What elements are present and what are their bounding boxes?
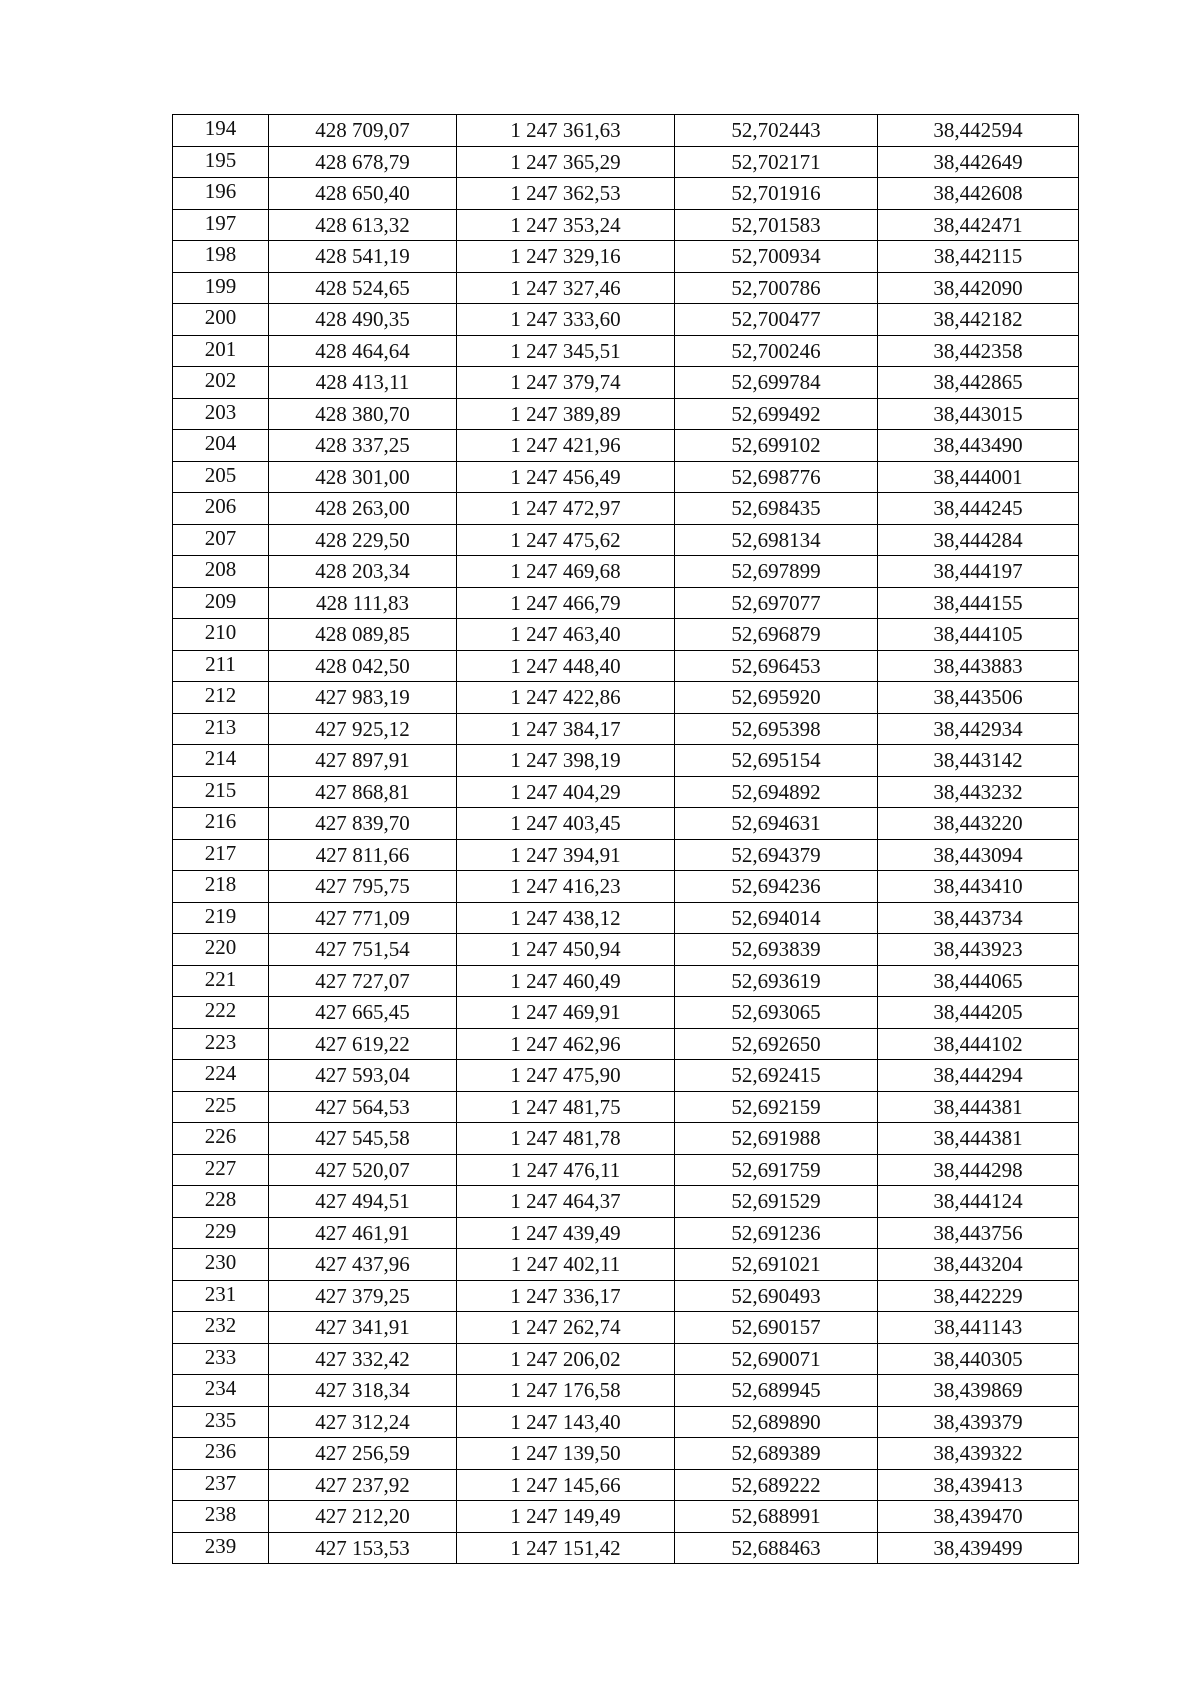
longitude-cell: 38,442358 (878, 335, 1079, 367)
table-row (173, 650, 1079, 682)
y-coordinate-cell: 1 247 462,96 (457, 1028, 675, 1060)
latitude-cell: 52,692650 (675, 1028, 878, 1060)
table-row (173, 146, 1079, 178)
point-number-cell: 228 (173, 1186, 269, 1218)
x-coordinate-cell: 427 212,20 (269, 1501, 457, 1533)
longitude-cell: 38,444205 (878, 997, 1079, 1029)
x-coordinate-cell: 428 337,25 (269, 430, 457, 462)
longitude-cell: 38,442649 (878, 146, 1079, 178)
table-row (173, 304, 1079, 336)
x-coordinate-cell: 428 613,32 (269, 209, 457, 241)
y-coordinate-cell: 1 247 463,40 (457, 619, 675, 651)
longitude-cell: 38,444065 (878, 965, 1079, 997)
point-number-cell: 227 (173, 1154, 269, 1186)
latitude-cell: 52,689222 (675, 1469, 878, 1501)
table-row (173, 1312, 1079, 1344)
x-coordinate-cell: 427 839,70 (269, 808, 457, 840)
table-row (173, 1060, 1079, 1092)
x-coordinate-cell: 427 256,59 (269, 1438, 457, 1470)
table-row (173, 619, 1079, 651)
table-row (173, 713, 1079, 745)
point-number-cell: 199 (173, 272, 269, 304)
x-coordinate-cell: 428 229,50 (269, 524, 457, 556)
latitude-cell: 52,689890 (675, 1406, 878, 1438)
latitude-cell: 52,701916 (675, 178, 878, 210)
latitude-cell: 52,688463 (675, 1532, 878, 1564)
x-coordinate-cell: 427 593,04 (269, 1060, 457, 1092)
table-row (173, 430, 1079, 462)
y-coordinate-cell: 1 247 327,46 (457, 272, 675, 304)
x-coordinate-cell: 428 203,34 (269, 556, 457, 588)
latitude-cell: 52,690157 (675, 1312, 878, 1344)
point-number-cell: 207 (173, 524, 269, 556)
table-row (173, 871, 1079, 903)
y-coordinate-cell: 1 247 438,12 (457, 902, 675, 934)
x-coordinate-cell: 427 332,42 (269, 1343, 457, 1375)
table-row (173, 745, 1079, 777)
table-row (173, 178, 1079, 210)
table-row (173, 1343, 1079, 1375)
y-coordinate-cell: 1 247 176,58 (457, 1375, 675, 1407)
x-coordinate-cell: 427 727,07 (269, 965, 457, 997)
longitude-cell: 38,443142 (878, 745, 1079, 777)
longitude-cell: 38,443410 (878, 871, 1079, 903)
table-row (173, 1501, 1079, 1533)
longitude-cell: 38,444245 (878, 493, 1079, 525)
point-number-cell: 231 (173, 1280, 269, 1312)
latitude-cell: 52,695920 (675, 682, 878, 714)
y-coordinate-cell: 1 247 448,40 (457, 650, 675, 682)
point-number-cell: 226 (173, 1123, 269, 1155)
x-coordinate-cell: 427 751,54 (269, 934, 457, 966)
point-number-cell: 238 (173, 1501, 269, 1533)
x-coordinate-cell: 427 545,58 (269, 1123, 457, 1155)
longitude-cell: 38,444124 (878, 1186, 1079, 1218)
point-number-cell: 229 (173, 1217, 269, 1249)
latitude-cell: 52,700934 (675, 241, 878, 273)
longitude-cell: 38,443506 (878, 682, 1079, 714)
point-number-cell: 208 (173, 556, 269, 588)
x-coordinate-cell: 428 678,79 (269, 146, 457, 178)
x-coordinate-cell: 427 564,53 (269, 1091, 457, 1123)
x-coordinate-cell: 428 301,00 (269, 461, 457, 493)
y-coordinate-cell: 1 247 389,89 (457, 398, 675, 430)
x-coordinate-cell: 427 494,51 (269, 1186, 457, 1218)
longitude-cell: 38,442608 (878, 178, 1079, 210)
latitude-cell: 52,692159 (675, 1091, 878, 1123)
longitude-cell: 38,443232 (878, 776, 1079, 808)
latitude-cell: 52,697899 (675, 556, 878, 588)
latitude-cell: 52,691759 (675, 1154, 878, 1186)
table-row (173, 1186, 1079, 1218)
longitude-cell: 38,444298 (878, 1154, 1079, 1186)
point-number-cell: 219 (173, 902, 269, 934)
x-coordinate-cell: 428 524,65 (269, 272, 457, 304)
y-coordinate-cell: 1 247 464,37 (457, 1186, 675, 1218)
point-number-cell: 232 (173, 1312, 269, 1344)
longitude-cell: 38,444197 (878, 556, 1079, 588)
latitude-cell: 52,700246 (675, 335, 878, 367)
point-number-cell: 200 (173, 304, 269, 336)
longitude-cell: 38,444001 (878, 461, 1079, 493)
latitude-cell: 52,696879 (675, 619, 878, 651)
table-row (173, 241, 1079, 273)
table-row (173, 367, 1079, 399)
y-coordinate-cell: 1 247 206,02 (457, 1343, 675, 1375)
x-coordinate-cell: 427 312,24 (269, 1406, 457, 1438)
y-coordinate-cell: 1 247 353,24 (457, 209, 675, 241)
longitude-cell: 38,444381 (878, 1091, 1079, 1123)
x-coordinate-cell: 427 237,92 (269, 1469, 457, 1501)
latitude-cell: 52,692415 (675, 1060, 878, 1092)
y-coordinate-cell: 1 247 333,60 (457, 304, 675, 336)
latitude-cell: 52,694236 (675, 871, 878, 903)
table-row (173, 556, 1079, 588)
coordinates-table (172, 114, 1079, 1564)
point-number-cell: 213 (173, 713, 269, 745)
longitude-cell: 38,443734 (878, 902, 1079, 934)
latitude-cell: 52,690071 (675, 1343, 878, 1375)
point-number-cell: 209 (173, 587, 269, 619)
table-row (173, 839, 1079, 871)
longitude-cell: 38,444381 (878, 1123, 1079, 1155)
latitude-cell: 52,691021 (675, 1249, 878, 1281)
point-number-cell: 225 (173, 1091, 269, 1123)
latitude-cell: 52,702443 (675, 115, 878, 147)
x-coordinate-cell: 427 341,91 (269, 1312, 457, 1344)
y-coordinate-cell: 1 247 481,75 (457, 1091, 675, 1123)
latitude-cell: 52,698435 (675, 493, 878, 525)
point-number-cell: 210 (173, 619, 269, 651)
longitude-cell: 38,444294 (878, 1060, 1079, 1092)
y-coordinate-cell: 1 247 361,63 (457, 115, 675, 147)
y-coordinate-cell: 1 247 422,86 (457, 682, 675, 714)
latitude-cell: 52,689945 (675, 1375, 878, 1407)
y-coordinate-cell: 1 247 439,49 (457, 1217, 675, 1249)
point-number-cell: 198 (173, 241, 269, 273)
longitude-cell: 38,440305 (878, 1343, 1079, 1375)
x-coordinate-cell: 428 263,00 (269, 493, 457, 525)
longitude-cell: 38,443923 (878, 934, 1079, 966)
latitude-cell: 52,691988 (675, 1123, 878, 1155)
longitude-cell: 38,441143 (878, 1312, 1079, 1344)
y-coordinate-cell: 1 247 456,49 (457, 461, 675, 493)
longitude-cell: 38,443490 (878, 430, 1079, 462)
latitude-cell: 52,691236 (675, 1217, 878, 1249)
y-coordinate-cell: 1 247 450,94 (457, 934, 675, 966)
point-number-cell: 205 (173, 461, 269, 493)
x-coordinate-cell: 428 413,11 (269, 367, 457, 399)
x-coordinate-cell: 427 437,96 (269, 1249, 457, 1281)
point-number-cell: 223 (173, 1028, 269, 1060)
y-coordinate-cell: 1 247 475,90 (457, 1060, 675, 1092)
table-row (173, 115, 1079, 147)
table-row (173, 272, 1079, 304)
x-coordinate-cell: 427 461,91 (269, 1217, 457, 1249)
table-row (173, 1091, 1079, 1123)
point-number-cell: 217 (173, 839, 269, 871)
x-coordinate-cell: 427 811,66 (269, 839, 457, 871)
table-row (173, 1217, 1079, 1249)
x-coordinate-cell: 428 111,83 (269, 587, 457, 619)
longitude-cell: 38,442471 (878, 209, 1079, 241)
longitude-cell: 38,439869 (878, 1375, 1079, 1407)
point-number-cell: 218 (173, 871, 269, 903)
longitude-cell: 38,444155 (878, 587, 1079, 619)
table-row (173, 493, 1079, 525)
point-number-cell: 201 (173, 335, 269, 367)
table-row (173, 997, 1079, 1029)
x-coordinate-cell: 428 490,35 (269, 304, 457, 336)
y-coordinate-cell: 1 247 469,68 (457, 556, 675, 588)
latitude-cell: 52,699492 (675, 398, 878, 430)
table-row (173, 524, 1079, 556)
latitude-cell: 52,699784 (675, 367, 878, 399)
table-row (173, 682, 1079, 714)
table-row (173, 1123, 1079, 1155)
point-number-cell: 234 (173, 1375, 269, 1407)
longitude-cell: 38,444102 (878, 1028, 1079, 1060)
longitude-cell: 38,439470 (878, 1501, 1079, 1533)
longitude-cell: 38,443756 (878, 1217, 1079, 1249)
point-number-cell: 237 (173, 1469, 269, 1501)
latitude-cell: 52,694892 (675, 776, 878, 808)
latitude-cell: 52,701583 (675, 209, 878, 241)
point-number-cell: 202 (173, 367, 269, 399)
y-coordinate-cell: 1 247 416,23 (457, 871, 675, 903)
table-row (173, 934, 1079, 966)
longitude-cell: 38,444284 (878, 524, 1079, 556)
longitude-cell: 38,442090 (878, 272, 1079, 304)
y-coordinate-cell: 1 247 475,62 (457, 524, 675, 556)
x-coordinate-cell: 427 983,19 (269, 682, 457, 714)
table-row (173, 776, 1079, 808)
y-coordinate-cell: 1 247 329,16 (457, 241, 675, 273)
point-number-cell: 197 (173, 209, 269, 241)
coordinates-table-body (173, 115, 1079, 1564)
point-number-cell: 212 (173, 682, 269, 714)
latitude-cell: 52,693065 (675, 997, 878, 1029)
longitude-cell: 38,439322 (878, 1438, 1079, 1470)
y-coordinate-cell: 1 247 402,11 (457, 1249, 675, 1281)
table-row (173, 965, 1079, 997)
point-number-cell: 239 (173, 1532, 269, 1564)
table-row (173, 808, 1079, 840)
y-coordinate-cell: 1 247 398,19 (457, 745, 675, 777)
point-number-cell: 221 (173, 965, 269, 997)
point-number-cell: 215 (173, 776, 269, 808)
point-number-cell: 196 (173, 178, 269, 210)
point-number-cell: 235 (173, 1406, 269, 1438)
latitude-cell: 52,693619 (675, 965, 878, 997)
y-coordinate-cell: 1 247 262,74 (457, 1312, 675, 1344)
y-coordinate-cell: 1 247 394,91 (457, 839, 675, 871)
point-number-cell: 194 (173, 115, 269, 147)
longitude-cell: 38,439413 (878, 1469, 1079, 1501)
table-row (173, 587, 1079, 619)
x-coordinate-cell: 427 318,34 (269, 1375, 457, 1407)
x-coordinate-cell: 428 380,70 (269, 398, 457, 430)
x-coordinate-cell: 428 464,64 (269, 335, 457, 367)
latitude-cell: 52,697077 (675, 587, 878, 619)
latitude-cell: 52,702171 (675, 146, 878, 178)
point-number-cell: 233 (173, 1343, 269, 1375)
table-row (173, 1532, 1079, 1564)
longitude-cell: 38,443204 (878, 1249, 1079, 1281)
x-coordinate-cell: 427 665,45 (269, 997, 457, 1029)
x-coordinate-cell: 428 042,50 (269, 650, 457, 682)
longitude-cell: 38,443883 (878, 650, 1079, 682)
x-coordinate-cell: 427 520,07 (269, 1154, 457, 1186)
table-row (173, 1154, 1079, 1186)
y-coordinate-cell: 1 247 145,66 (457, 1469, 675, 1501)
table-row (173, 1438, 1079, 1470)
longitude-cell: 38,442229 (878, 1280, 1079, 1312)
latitude-cell: 52,694379 (675, 839, 878, 871)
y-coordinate-cell: 1 247 476,11 (457, 1154, 675, 1186)
table-row (173, 335, 1079, 367)
latitude-cell: 52,688991 (675, 1501, 878, 1533)
x-coordinate-cell: 428 541,19 (269, 241, 457, 273)
y-coordinate-cell: 1 247 384,17 (457, 713, 675, 745)
table-row (173, 902, 1079, 934)
y-coordinate-cell: 1 247 469,91 (457, 997, 675, 1029)
longitude-cell: 38,444105 (878, 619, 1079, 651)
point-number-cell: 220 (173, 934, 269, 966)
x-coordinate-cell: 427 897,91 (269, 745, 457, 777)
y-coordinate-cell: 1 247 460,49 (457, 965, 675, 997)
x-coordinate-cell: 428 709,07 (269, 115, 457, 147)
x-coordinate-cell: 428 089,85 (269, 619, 457, 651)
table-row (173, 1375, 1079, 1407)
table-row (173, 1028, 1079, 1060)
x-coordinate-cell: 428 650,40 (269, 178, 457, 210)
longitude-cell: 38,443015 (878, 398, 1079, 430)
table-row (173, 1249, 1079, 1281)
point-number-cell: 224 (173, 1060, 269, 1092)
longitude-cell: 38,442865 (878, 367, 1079, 399)
longitude-cell: 38,439379 (878, 1406, 1079, 1438)
latitude-cell: 52,694014 (675, 902, 878, 934)
point-number-cell: 195 (173, 146, 269, 178)
x-coordinate-cell: 427 795,75 (269, 871, 457, 903)
latitude-cell: 52,695398 (675, 713, 878, 745)
y-coordinate-cell: 1 247 149,49 (457, 1501, 675, 1533)
table-row (173, 209, 1079, 241)
latitude-cell: 52,693839 (675, 934, 878, 966)
longitude-cell: 38,442934 (878, 713, 1079, 745)
latitude-cell: 52,695154 (675, 745, 878, 777)
table-row (173, 461, 1079, 493)
y-coordinate-cell: 1 247 421,96 (457, 430, 675, 462)
latitude-cell: 52,699102 (675, 430, 878, 462)
x-coordinate-cell: 427 379,25 (269, 1280, 457, 1312)
longitude-cell: 38,439499 (878, 1532, 1079, 1564)
point-number-cell: 203 (173, 398, 269, 430)
table-row (173, 1469, 1079, 1501)
point-number-cell: 211 (173, 650, 269, 682)
y-coordinate-cell: 1 247 466,79 (457, 587, 675, 619)
y-coordinate-cell: 1 247 362,53 (457, 178, 675, 210)
x-coordinate-cell: 427 771,09 (269, 902, 457, 934)
table-row (173, 398, 1079, 430)
y-coordinate-cell: 1 247 143,40 (457, 1406, 675, 1438)
point-number-cell: 222 (173, 997, 269, 1029)
y-coordinate-cell: 1 247 404,29 (457, 776, 675, 808)
latitude-cell: 52,700786 (675, 272, 878, 304)
x-coordinate-cell: 427 868,81 (269, 776, 457, 808)
table-row (173, 1280, 1079, 1312)
point-number-cell: 214 (173, 745, 269, 777)
x-coordinate-cell: 427 153,53 (269, 1532, 457, 1564)
latitude-cell: 52,691529 (675, 1186, 878, 1218)
longitude-cell: 38,442115 (878, 241, 1079, 273)
x-coordinate-cell: 427 925,12 (269, 713, 457, 745)
longitude-cell: 38,443220 (878, 808, 1079, 840)
y-coordinate-cell: 1 247 139,50 (457, 1438, 675, 1470)
longitude-cell: 38,443094 (878, 839, 1079, 871)
x-coordinate-cell: 427 619,22 (269, 1028, 457, 1060)
point-number-cell: 236 (173, 1438, 269, 1470)
latitude-cell: 52,689389 (675, 1438, 878, 1470)
point-number-cell: 206 (173, 493, 269, 525)
table-row (173, 1406, 1079, 1438)
y-coordinate-cell: 1 247 481,78 (457, 1123, 675, 1155)
point-number-cell: 216 (173, 808, 269, 840)
y-coordinate-cell: 1 247 151,42 (457, 1532, 675, 1564)
longitude-cell: 38,442182 (878, 304, 1079, 336)
y-coordinate-cell: 1 247 365,29 (457, 146, 675, 178)
y-coordinate-cell: 1 247 472,97 (457, 493, 675, 525)
y-coordinate-cell: 1 247 379,74 (457, 367, 675, 399)
latitude-cell: 52,698134 (675, 524, 878, 556)
point-number-cell: 230 (173, 1249, 269, 1281)
latitude-cell: 52,694631 (675, 808, 878, 840)
latitude-cell: 52,696453 (675, 650, 878, 682)
point-number-cell: 204 (173, 430, 269, 462)
y-coordinate-cell: 1 247 345,51 (457, 335, 675, 367)
y-coordinate-cell: 1 247 403,45 (457, 808, 675, 840)
latitude-cell: 52,698776 (675, 461, 878, 493)
y-coordinate-cell: 1 247 336,17 (457, 1280, 675, 1312)
latitude-cell: 52,700477 (675, 304, 878, 336)
longitude-cell: 38,442594 (878, 115, 1079, 147)
latitude-cell: 52,690493 (675, 1280, 878, 1312)
